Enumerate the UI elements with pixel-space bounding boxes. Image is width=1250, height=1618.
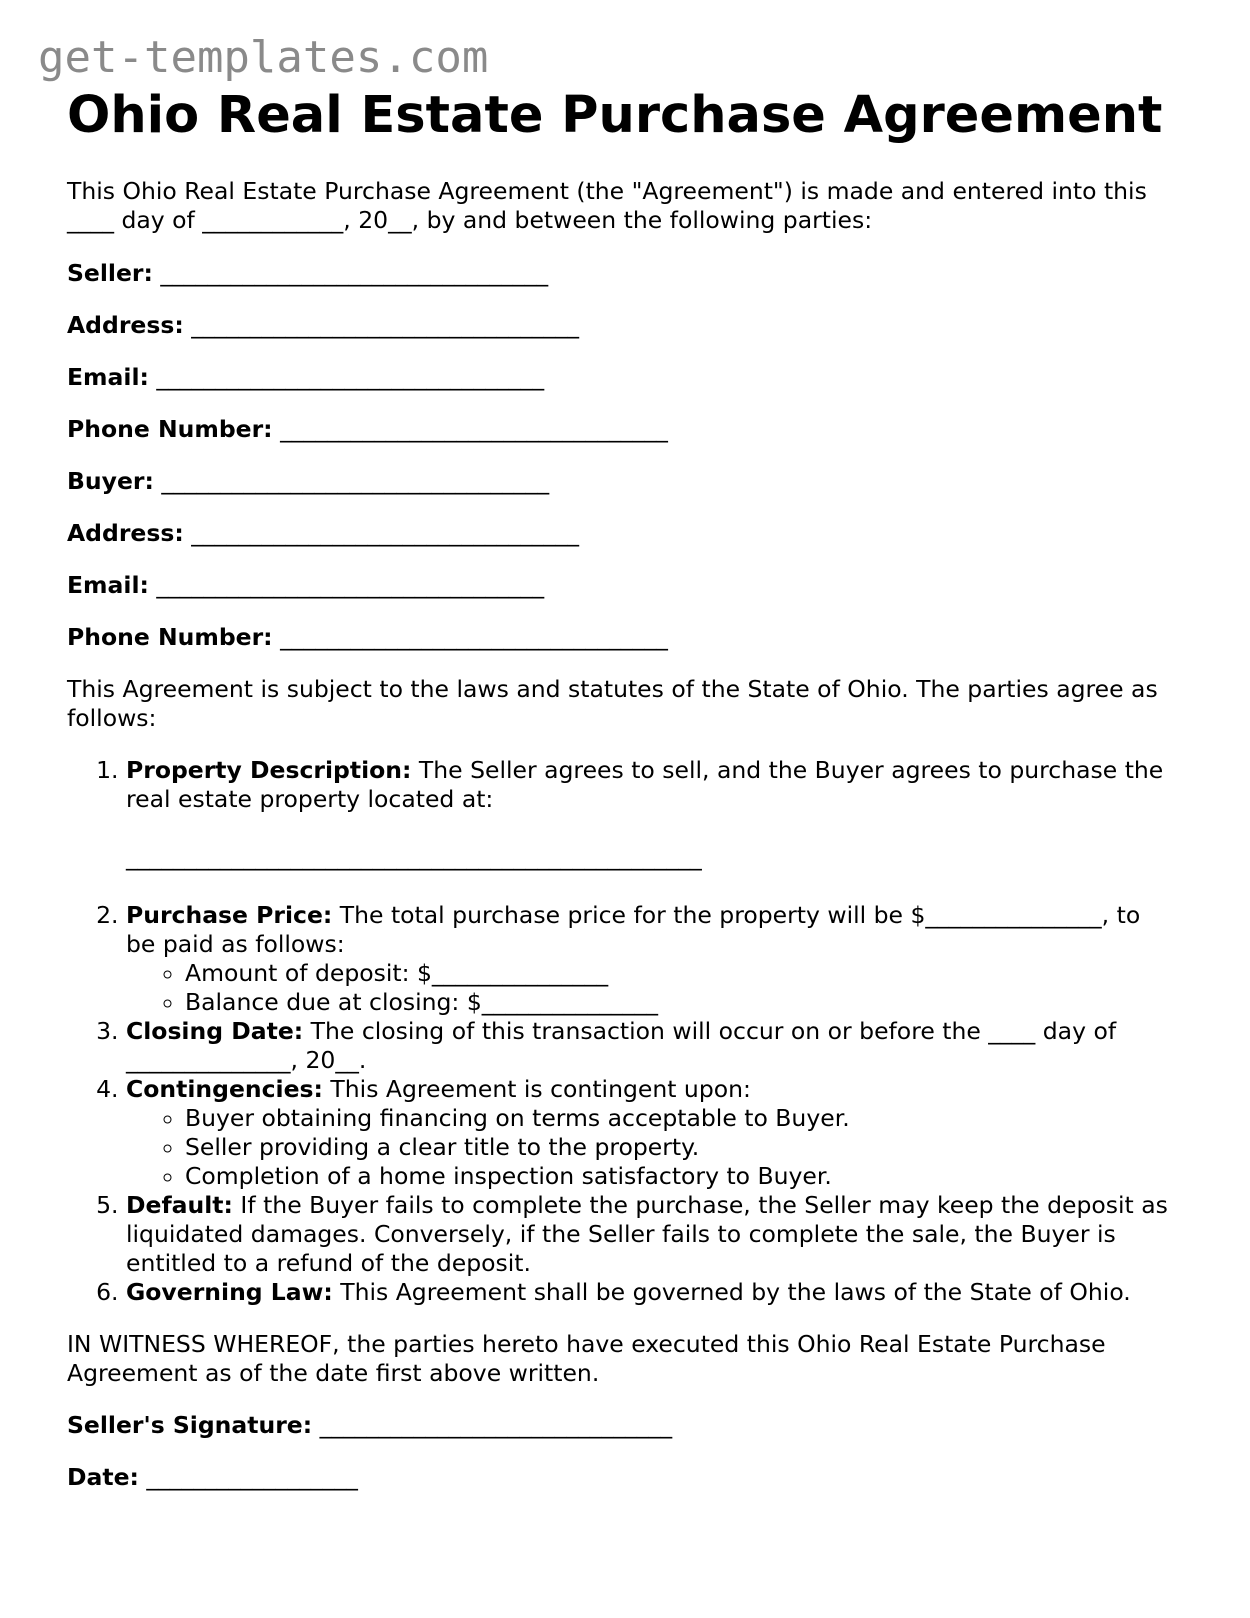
buyer-address-field[interactable] xyxy=(67,519,1177,548)
witness-paragraph: IN WITNESS WHEREOF, the parties hereto have executed this Ohio Real Estate Purchase Agreement as of the date first above written. xyxy=(67,1330,1106,1387)
term-heading: Purchase Price: xyxy=(126,901,333,929)
term-default xyxy=(126,1191,1177,1278)
list-item: ◦ Seller providing a clear title to the property. xyxy=(185,1133,1177,1162)
field-label: Phone Number: xyxy=(67,623,273,651)
field-blank[interactable]: _________________________________ xyxy=(280,415,668,443)
term-heading: Property Description: xyxy=(126,756,412,784)
field-label: Address: xyxy=(67,311,184,339)
term-property-description xyxy=(126,756,1177,872)
term-text: If the Buyer fails to complete the purchase, the Seller may keep the deposit as liquidated damages. Conversely, if the Seller fails to complete the sale, the Buyer is entitled to a refund of the deposit. xyxy=(126,1191,1168,1277)
term-heading: Default: xyxy=(126,1191,233,1219)
signature-date-field[interactable] xyxy=(67,1463,1177,1492)
term-closing-date xyxy=(126,1017,1177,1075)
term-heading: Contingencies: xyxy=(126,1075,323,1103)
document-body xyxy=(67,177,1177,1515)
field-label: Email: xyxy=(67,571,149,599)
buyer-phone-field[interactable] xyxy=(67,623,1177,652)
buyer-email-field[interactable] xyxy=(67,571,1177,600)
field-label: Buyer: xyxy=(67,467,154,495)
field-blank[interactable]: _________________________________ xyxy=(156,363,545,391)
field-label: Seller's Signature: xyxy=(67,1411,313,1439)
signature-blank[interactable]: ______________________________ xyxy=(319,1411,673,1439)
list-item: ◦ Buyer obtaining financing on terms acceptable to Buyer. xyxy=(185,1104,1177,1133)
field-label: Date: xyxy=(67,1463,139,1491)
term-purchase-price xyxy=(126,901,1177,1017)
field-label: Email: xyxy=(67,363,149,391)
list-item: ◦ Amount of deposit: $_______________ xyxy=(185,959,1177,988)
list-item: ◦ Completion of a home inspection satisfactory to Buyer. xyxy=(185,1162,1177,1191)
seller-signature-field[interactable] xyxy=(67,1411,1177,1440)
intro-paragraph: This Ohio Real Estate Purchase Agreement (the "Agreement") is made and entered into this ____ day of ____________, 20__, by and between the following parties: xyxy=(67,177,1147,234)
field-blank[interactable]: _________________________________ xyxy=(191,311,579,339)
field-label: Address: xyxy=(67,519,184,547)
term-contingencies xyxy=(126,1075,1177,1191)
buyer-name-field[interactable] xyxy=(67,467,1177,496)
field-blank[interactable]: _________________________________ xyxy=(191,519,579,547)
term-heading: Closing Date: xyxy=(126,1017,304,1045)
field-blank[interactable]: _________________________________ xyxy=(156,571,545,599)
term-heading: Governing Law: xyxy=(126,1278,333,1306)
field-label: Phone Number: xyxy=(67,415,273,443)
property-address-blank[interactable]: _________________________________________________ xyxy=(126,843,702,871)
document-title: Ohio Real Estate Purchase Agreement xyxy=(67,86,1163,145)
term-text: The closing of this transaction will occur on or before the ____ day of ______________, 20__. xyxy=(126,1017,1117,1074)
term-text: The Seller agrees to sell, and the Buyer agrees to purchase the real estate property located at: xyxy=(126,756,1164,813)
seller-email-field[interactable] xyxy=(67,363,1177,392)
field-blank[interactable]: _________________________________ xyxy=(161,467,550,495)
watermark-text: get-templates.com xyxy=(38,32,489,83)
date-blank[interactable]: __________________ xyxy=(146,1463,358,1491)
term-text: This Agreement is contingent upon: xyxy=(322,1075,751,1103)
payment-list xyxy=(126,959,1177,1017)
seller-name-field[interactable] xyxy=(67,259,1177,288)
seller-address-field[interactable] xyxy=(67,311,1177,340)
term-text: The total purchase price for the property will be $_______________, to be paid as follows: xyxy=(126,901,1141,958)
term-governing-law xyxy=(126,1278,1177,1307)
field-blank[interactable]: _________________________________ xyxy=(280,623,668,651)
term-text: This Agreement shall be governed by the laws of the State of Ohio. xyxy=(332,1278,1131,1306)
terms-list xyxy=(67,756,1177,1307)
subject-paragraph: This Agreement is subject to the laws and statutes of the State of Ohio. The parties agree as follows: xyxy=(67,675,1158,732)
field-label: Seller: xyxy=(67,259,153,287)
seller-phone-field[interactable] xyxy=(67,415,1177,444)
field-blank[interactable]: _________________________________ xyxy=(160,259,549,287)
list-item: ◦ Balance due at closing: $_______________ xyxy=(185,988,1177,1017)
contingency-list xyxy=(126,1104,1177,1191)
